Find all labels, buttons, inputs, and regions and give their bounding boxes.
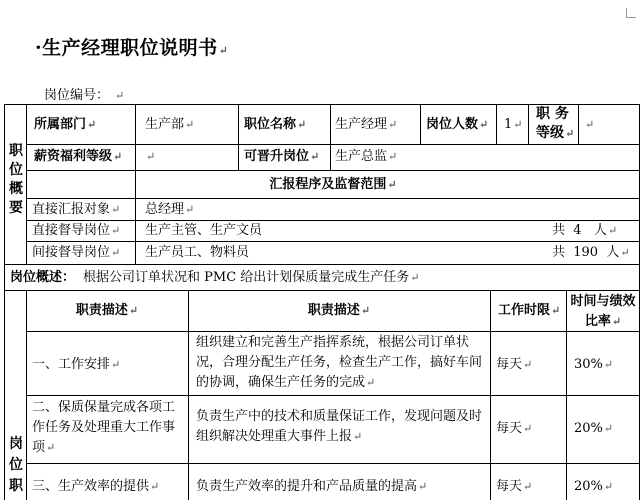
headcount-label: 岗位人数↵ [426, 117, 489, 132]
grade-value: ↵ [585, 118, 595, 131]
report-scope-header: 汇报程序及监督范围↵ [269, 177, 397, 192]
duty-name: 二、保质保量完成各项工作任务及处理重大工作事项↵ [32, 400, 176, 455]
job-description-table [4, 104, 640, 500]
promotion-label: 可晋升岗位↵ [244, 149, 320, 164]
duty-ratio: 30%↵ [574, 357, 614, 372]
duty-header: 职责描述↵ [307, 303, 371, 318]
duty-time-limit: 每天↵ [496, 479, 533, 494]
grade-label: 职 务等级↵ [536, 106, 575, 141]
duty-ratio: 20%↵ [574, 479, 614, 494]
duty-time-limit: 每天↵ [496, 357, 533, 372]
duty-name: 三、生产效率的提供↵ [32, 479, 160, 494]
duty-description: 负责生产效率的提升和产品质量的提高↵ [196, 479, 428, 494]
headcount-value: 1↵ [504, 117, 523, 132]
duties-side-label: 岗位职 [9, 436, 23, 494]
report-row-label: 直接督导岗位↵ [32, 223, 121, 238]
report-row-value: 生产员工、物料员 [145, 245, 250, 260]
post-number-label: 岗位编号： ↵ [44, 88, 125, 103]
report-row-value: 总经理↵ [145, 202, 195, 217]
duty-ratio: 20%↵ [574, 421, 614, 436]
report-row-value: 生产主管、生产文员 [145, 223, 263, 238]
report-row-label: 直接汇报对象↵ [32, 202, 121, 217]
page-title: ·生产经理职位说明书↵ [35, 37, 229, 59]
report-row-count: 共 190 人↵ [552, 245, 630, 260]
duty-header: 工作时限↵ [498, 303, 561, 318]
report-row-count: 共 4 人↵ [552, 223, 618, 238]
duty-header: 职责描述↵ [75, 303, 139, 318]
report-row-label: 间接督导岗位↵ [32, 245, 121, 260]
duty-name: 一、工作安排↵ [32, 357, 121, 372]
pay-grade-label: 薪资福利等级↵ [34, 149, 123, 164]
pay-grade-value: ↵ [146, 150, 156, 163]
duty-description: 负责生产中的技术和质量保证工作，发现问题及时组织解决处理重大事件上报↵ [196, 409, 483, 444]
duty-time-limit: 每天↵ [496, 421, 533, 436]
position-title-label: 职位名称↵ [244, 117, 307, 132]
duty-description: 组织建立和完善生产指挥系统，根据公司订单状况，合理分配生产任务，检查生产工作，搞好车间的协调，确保生产任务的完成↵ [196, 335, 483, 390]
job-summary: 岗位概述： 根据公司订单状况和 PMC 给出计划保质量完成生产任务↵ [10, 270, 420, 285]
duty-header: 时间与绩效比率↵ [570, 294, 636, 329]
position-title-value: 生产经理↵ [335, 117, 398, 132]
promotion-value: 生产总监↵ [335, 149, 398, 164]
dept-label: 所属部门↵ [34, 117, 97, 132]
overview-side-label: 职位概要 [9, 143, 23, 216]
dept-value: 生产部↵ [145, 117, 195, 132]
page-corner-mark [626, 8, 636, 18]
